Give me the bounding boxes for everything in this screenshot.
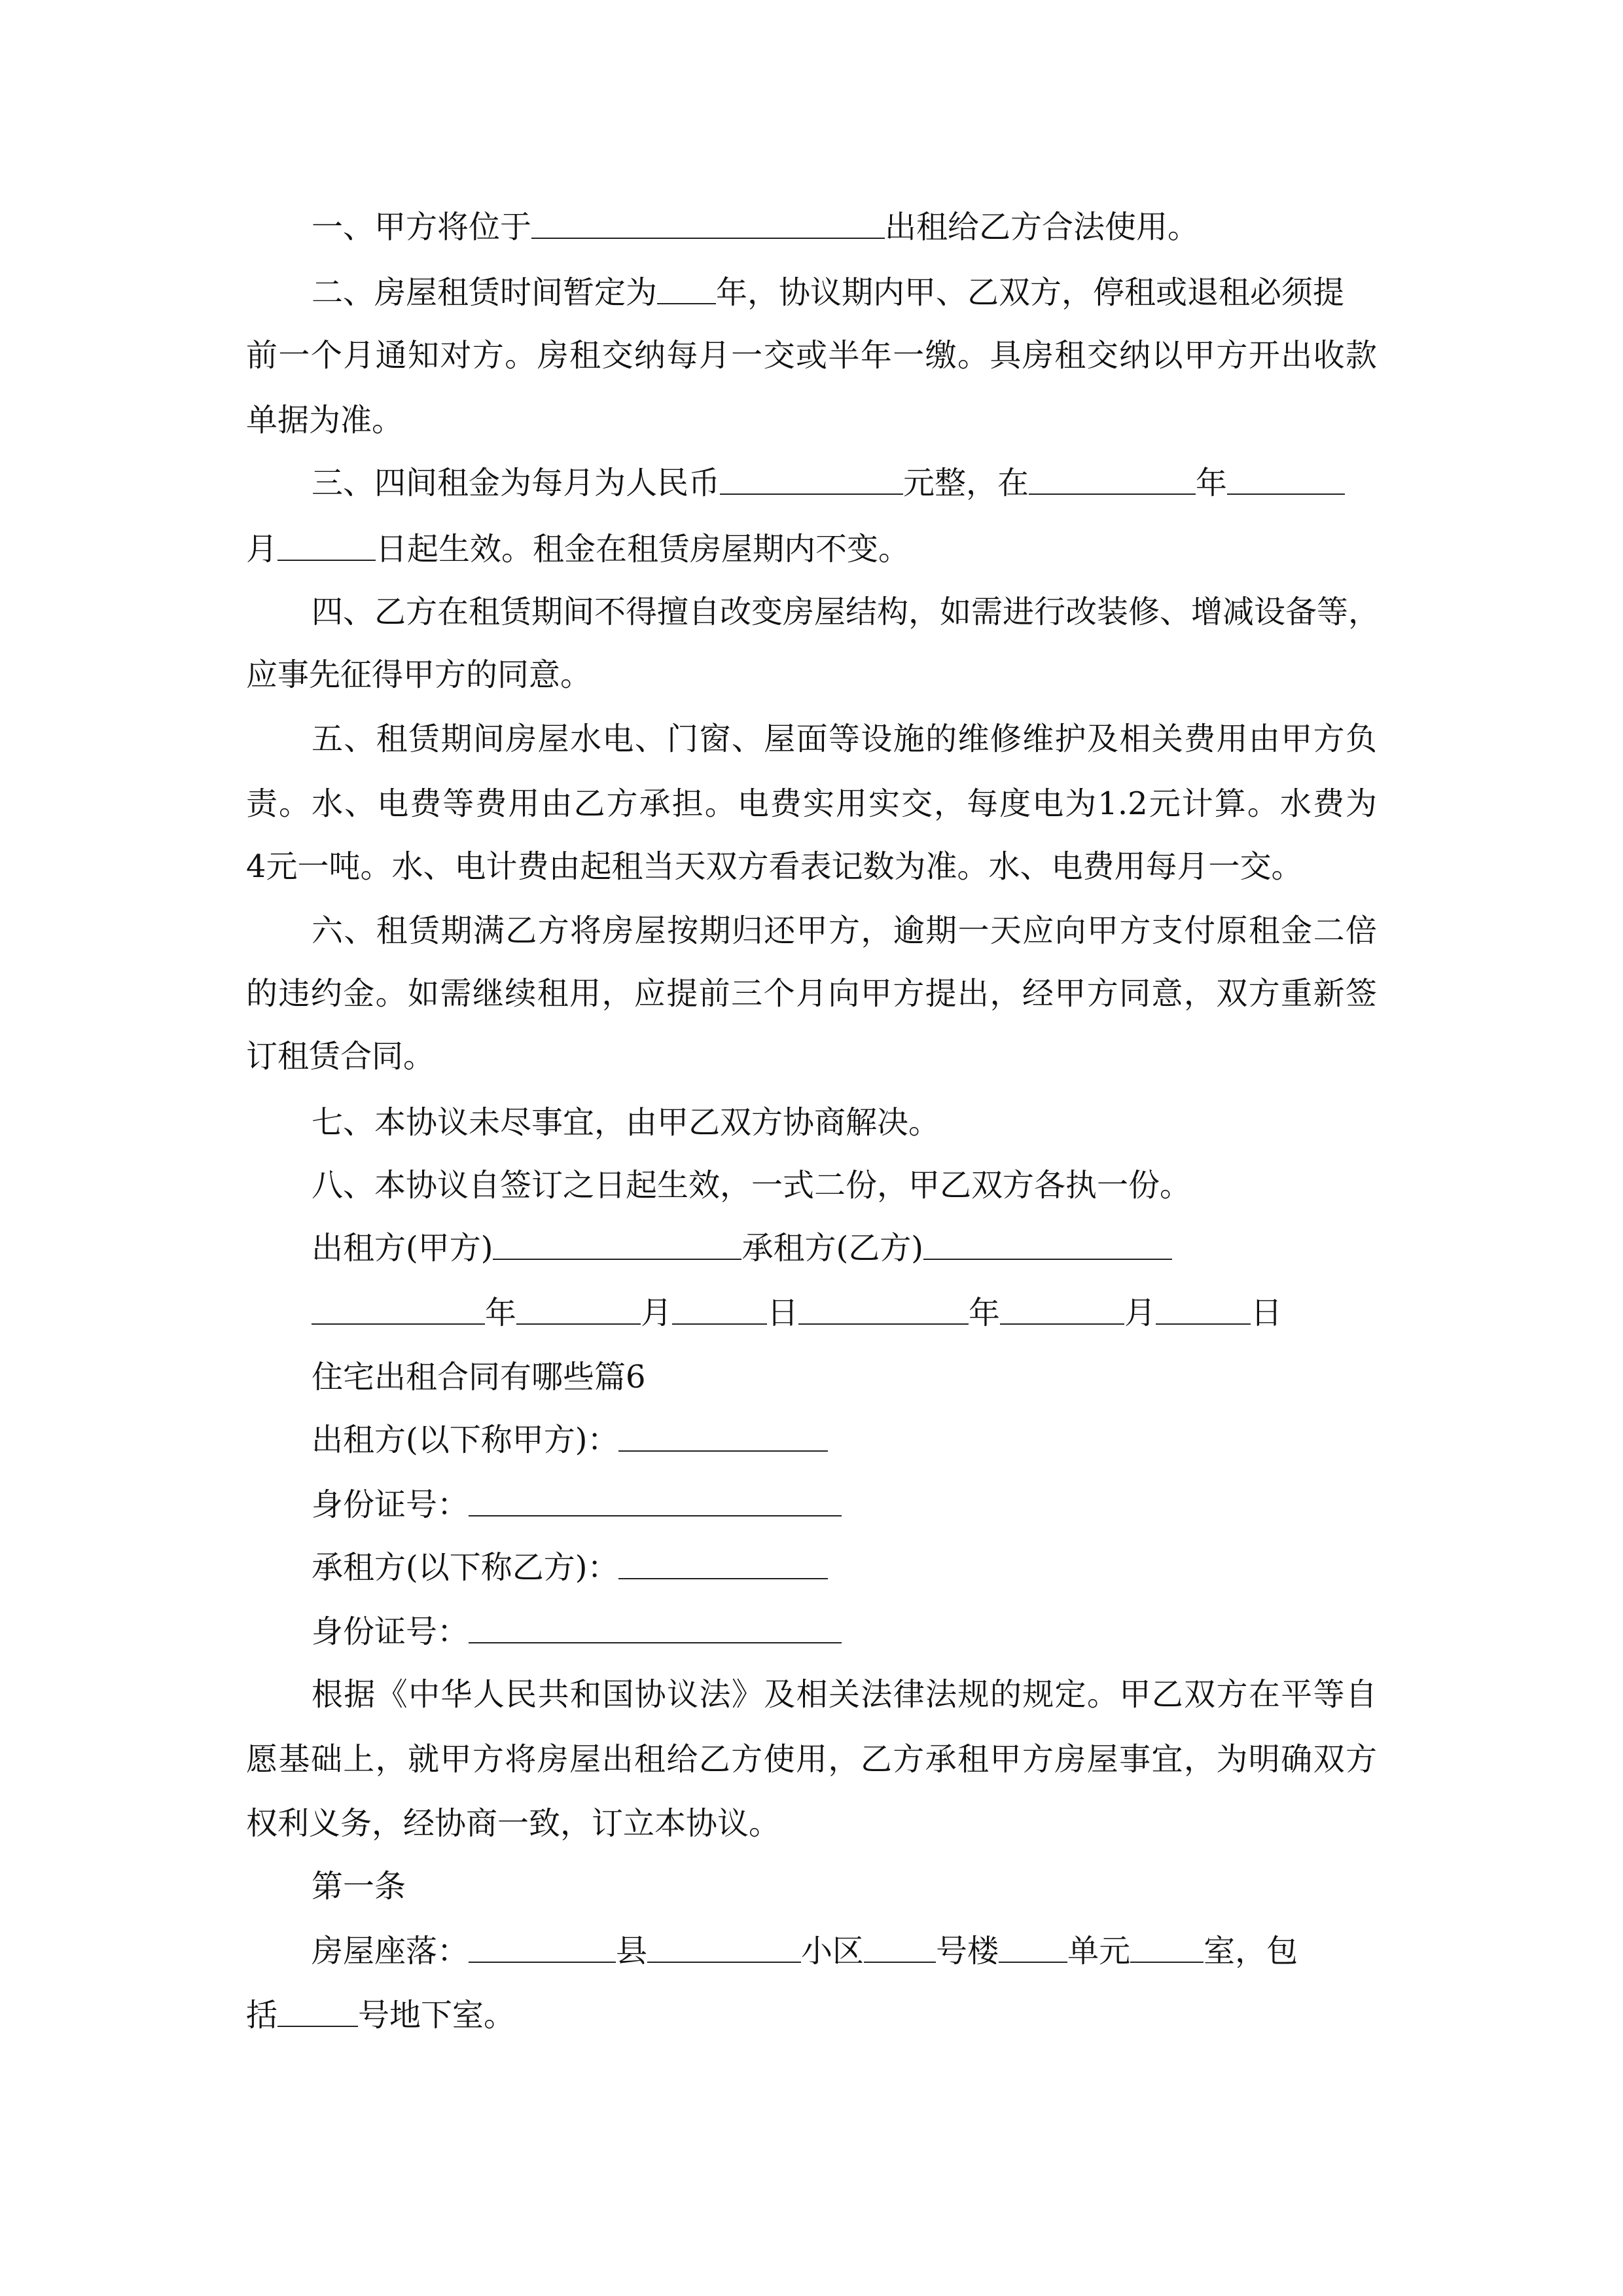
- clause-3: [312, 462, 1345, 504]
- text: 出租给乙方合法使用。: [885, 209, 1200, 245]
- blank-building[interactable]: [864, 1930, 936, 1963]
- clause-7: 七、本协议未尽事宜，由甲乙双方协商解决。: [312, 1104, 940, 1141]
- text: 室，包: [1204, 1933, 1298, 1969]
- blank-year[interactable]: [1029, 462, 1196, 495]
- text: 年: [1196, 465, 1228, 501]
- blank-year[interactable]: [798, 1292, 969, 1325]
- signature-dates: [312, 1292, 1282, 1334]
- text: 出租方(甲方): [312, 1230, 493, 1266]
- blank-day[interactable]: [1156, 1292, 1251, 1325]
- text: 二、房屋租赁时间暂定为: [312, 274, 658, 311]
- lessor-id-field: [312, 1484, 842, 1526]
- blank-month[interactable]: [516, 1292, 641, 1325]
- blank-years[interactable]: [657, 272, 716, 304]
- text: 年，协议期内甲、乙双方，停租或退租必须提: [716, 274, 1345, 311]
- text: 日: [1251, 1295, 1283, 1331]
- blank-basement[interactable]: [277, 1994, 358, 2027]
- intro-line-2: 愿基础上，就甲方将房屋出租给乙方使用，乙方承租甲方房屋事宜，为明确双方: [246, 1741, 1377, 1778]
- text: 单元: [1067, 1933, 1131, 1969]
- house-location: [312, 1930, 1298, 1972]
- text: 年: [969, 1295, 1001, 1331]
- blank-rent[interactable]: [720, 462, 903, 495]
- article-1-heading: 第一条: [312, 1868, 406, 1905]
- clause-4: 四、乙方在租赁期间不得擅自改变房屋结构，如需进行改装修、增减设备等，: [312, 594, 1380, 630]
- label: 房屋座落：: [312, 1933, 469, 1969]
- lessee-field: [312, 1547, 828, 1588]
- text: 月: [246, 531, 278, 567]
- blank-lessor[interactable]: [618, 1419, 828, 1452]
- text: 月: [641, 1295, 673, 1331]
- label: 身份证号：: [312, 1486, 469, 1523]
- clause-5-line-2: 责。水、电费等费用由乙方承担。电费实用实交，每度电为1.2元计算。水费为: [246, 785, 1377, 822]
- intro: 根据《中华人民共和国协议法》及相关法律法规的规定。甲乙双方在平等自: [312, 1676, 1377, 1713]
- text: 月: [1124, 1295, 1156, 1331]
- clause-4-line-2: 应事先征得甲方的同意。: [246, 656, 592, 693]
- text: 日: [767, 1295, 799, 1331]
- intro-line-3: 权利义务，经协商一致，订立本协议。: [246, 1805, 781, 1842]
- text: 小区: [801, 1933, 865, 1969]
- label: 身份证号：: [312, 1613, 469, 1650]
- text: 县: [616, 1933, 648, 1969]
- blank-day[interactable]: [672, 1292, 767, 1325]
- blank-lessee-signature[interactable]: [923, 1227, 1172, 1260]
- blank-room[interactable]: [1130, 1930, 1204, 1963]
- text: 号楼: [936, 1933, 999, 1969]
- text: 年: [485, 1295, 517, 1331]
- blank-month[interactable]: [1227, 462, 1345, 495]
- label: 承租方(以下称乙方)：: [312, 1549, 619, 1586]
- blank-day[interactable]: [277, 528, 376, 561]
- section-title: 住宅出租合同有哪些篇6: [312, 1359, 646, 1395]
- text: 元整，在: [903, 465, 1029, 501]
- blank-year[interactable]: [312, 1292, 485, 1325]
- blank-community[interactable]: [647, 1930, 801, 1963]
- blank-lessor-signature[interactable]: [493, 1227, 741, 1260]
- text: 号地下室。: [358, 1997, 516, 2034]
- text: 一、甲方将位于: [312, 209, 532, 245]
- clause-2: [312, 272, 1344, 314]
- text: 日起生效。租金在租赁房屋期内不变。: [376, 531, 910, 567]
- clause-2-line-3: 单据为准。: [246, 402, 404, 439]
- clause-6-line-3: 订租赁合同。: [246, 1038, 435, 1075]
- blank-lessee[interactable]: [618, 1547, 828, 1579]
- text: 三、四间租金为每月为人民币: [312, 465, 721, 501]
- label: 出租方(以下称甲方)：: [312, 1422, 619, 1458]
- text: 承租方(乙方): [741, 1230, 923, 1266]
- clause-2-line-2: 前一个月通知对方。房租交纳每月一交或半年一缴。具房租交纳以甲方开出收款: [246, 337, 1377, 374]
- blank-county[interactable]: [469, 1930, 616, 1963]
- signature-parties: [312, 1227, 1172, 1269]
- blank-unit[interactable]: [999, 1930, 1067, 1963]
- blank-id[interactable]: [469, 1484, 842, 1516]
- house-location-line-2: [246, 1994, 515, 2036]
- clause-5: 五、租赁期间房屋水电、门窗、屋面等设施的维修维护及相关费用由甲方负: [312, 721, 1377, 757]
- blank-location[interactable]: [531, 206, 885, 239]
- clause-5-line-3: 4元一吨。水、电计费由起租当天双方看表记数为准。水、电费用每月一交。: [246, 848, 1303, 885]
- clause-1: [312, 206, 1199, 248]
- blank-month[interactable]: [1000, 1292, 1124, 1325]
- lessee-id-field: [312, 1611, 842, 1653]
- clause-6: 六、租赁期满乙方将房屋按期归还甲方，逾期一天应向甲方支付原租金二倍: [312, 912, 1377, 949]
- clause-8: 八、本协议自签订之日起生效，一式二份，甲乙双方各执一份。: [312, 1167, 1192, 1204]
- clause-6-line-2: 的违约金。如需继续租用，应提前三个月向甲方提出，经甲方同意，双方重新签: [246, 975, 1377, 1012]
- text: 括: [246, 1997, 278, 2034]
- clause-3-line-2: [246, 528, 910, 570]
- blank-id[interactable]: [469, 1611, 842, 1643]
- lessor-field: [312, 1419, 828, 1461]
